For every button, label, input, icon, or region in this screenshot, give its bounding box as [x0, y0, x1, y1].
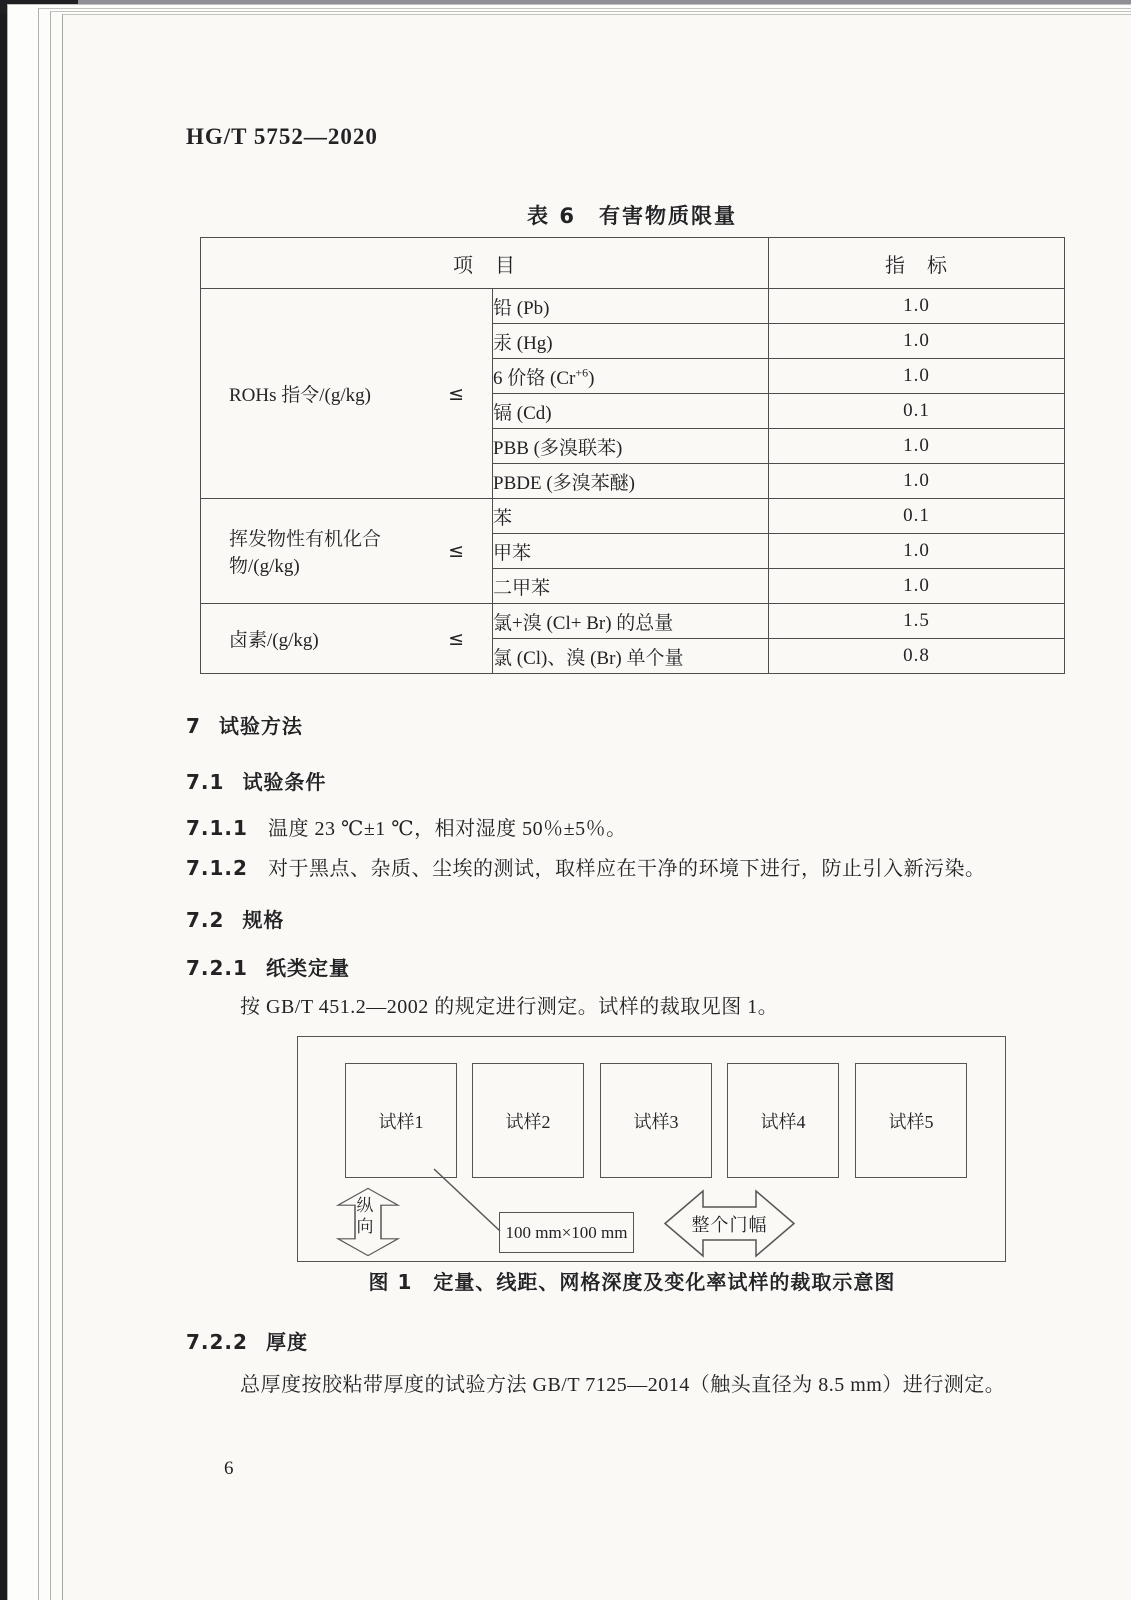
limit-value-cell: 1.5 — [769, 604, 1065, 639]
clause-number: 7.1.1 — [186, 816, 248, 840]
substance-label: 6 价铬 (Cr — [493, 367, 576, 389]
substance-cell — [493, 604, 769, 639]
limit-value-cell: 1.0 — [769, 429, 1065, 464]
heading-7-2-1 — [186, 952, 350, 981]
section-title: 试验方法 — [218, 714, 303, 738]
item-group-cell — [201, 289, 493, 499]
substance-label: 甲苯 — [493, 542, 532, 564]
substance-label: 镉 (Cd) — [493, 402, 552, 424]
substance-label: 汞 (Hg) — [493, 332, 553, 354]
substance-label: 氯 (Cl)、溴 (Br) 单个量 — [493, 647, 684, 669]
limit-value-cell: 1.0 — [769, 534, 1065, 569]
clause-text: 对于黑点、杂质、尘埃的测试，取样应在干净的环境下进行，防止引入新污染。 — [267, 858, 986, 880]
section-number: 7.1 — [186, 770, 225, 794]
item-group-cell — [201, 604, 493, 674]
substance-cell — [493, 534, 769, 569]
table-header-row — [201, 238, 1065, 289]
column-header-index: 指 标 — [769, 238, 1065, 289]
substance-superscript: +6 — [575, 365, 589, 380]
substance-label: PBDE (多溴苯醚) — [493, 472, 635, 494]
less-equal-symbol: ≤ — [448, 540, 464, 562]
clause-number: 7.1.2 — [186, 856, 248, 880]
substance-label: 苯 — [493, 507, 513, 529]
page-number: 6 — [224, 1458, 234, 1479]
clause-text: 温度 23 ℃±1 ℃，相对湿度 50％±5％。 — [267, 818, 627, 840]
section-number: 7.2.1 — [186, 956, 248, 980]
section-number: 7.2 — [186, 908, 225, 932]
substance-cell — [493, 569, 769, 604]
machine-direction-label: 纵向 — [356, 1196, 374, 1237]
substance-label: 铅 (Pb) — [493, 297, 550, 319]
substance-label: 二甲苯 — [493, 577, 551, 599]
substance-cell — [493, 639, 769, 674]
sample-box: 试样2 — [472, 1063, 584, 1178]
heading-7-2 — [186, 904, 284, 933]
paragraph-7-2-2: 总厚度按胶粘带厚度的试验方法 GB/T 7125—2014（触头直径为 8.5 mm）进行测定。 — [240, 1374, 1006, 1396]
section-title: 纸类定量 — [265, 956, 350, 980]
section-number: 7.2.2 — [186, 1330, 248, 1354]
sample-box: 试样3 — [600, 1063, 712, 1178]
section-number: 7 — [186, 714, 201, 738]
limit-value-cell: 0.1 — [769, 394, 1065, 429]
heading-7 — [186, 710, 303, 739]
section-title: 规格 — [242, 908, 285, 932]
limit-value-cell: 1.0 — [769, 464, 1065, 499]
substance-label: 氯+溴 (Cl+ Br) 的总量 — [493, 612, 674, 634]
hazard-limits-table — [200, 237, 1065, 674]
table-row — [201, 289, 1065, 324]
limit-value-cell: 0.8 — [769, 639, 1065, 674]
standard-code: HG/T 5752—2020 — [186, 124, 378, 149]
sample-size-label: 100 mm×100 mm — [499, 1212, 634, 1253]
figure1-diagram — [297, 1036, 1006, 1262]
group-name: ROHs 指令/(g/kg) — [229, 385, 371, 406]
section-title: 厚度 — [265, 1330, 308, 1354]
full-width-label: 整个门幅 — [691, 1214, 768, 1235]
table-row — [201, 499, 1065, 534]
item-group-cell — [201, 499, 493, 604]
limit-value-cell: 1.0 — [769, 359, 1065, 394]
limit-value-cell: 1.0 — [769, 289, 1065, 324]
less-equal-symbol: ≤ — [448, 382, 464, 405]
sample-box: 试样4 — [727, 1063, 839, 1178]
figure1-caption: 图 1 定量、线距、网格深度及变化率试样的裁取示意图 — [368, 1270, 896, 1294]
substance-cell — [493, 499, 769, 534]
substance-cell — [493, 324, 769, 359]
limit-value-cell: 1.0 — [769, 569, 1065, 604]
sample-box: 试样5 — [855, 1063, 967, 1178]
heading-7-1 — [186, 766, 326, 795]
substance-cell — [493, 289, 769, 324]
less-equal-symbol: ≤ — [448, 627, 464, 650]
group-name: 挥发物性有机化合物/(g/kg) — [229, 529, 382, 577]
column-header-item: 项 目 — [201, 238, 769, 289]
clause-7-1-1 — [186, 812, 627, 841]
group-name: 卤素/(g/kg) — [229, 630, 319, 651]
table-row — [201, 604, 1065, 639]
table6-title: 表 6 有害物质限量 — [527, 204, 737, 228]
substance-cell — [493, 464, 769, 499]
limit-value-cell: 0.1 — [769, 499, 1065, 534]
heading-7-2-2 — [186, 1326, 308, 1355]
paragraph-7-2-1: 按 GB/T 451.2—2002 的规定进行测定。试样的裁取见图 1。 — [240, 996, 779, 1018]
clause-7-1-2 — [186, 852, 985, 881]
substance-cell — [493, 359, 769, 394]
substance-label-end: ) — [588, 367, 595, 389]
limit-value-cell: 1.0 — [769, 324, 1065, 359]
sample-box: 试样1 — [345, 1063, 457, 1178]
substance-label: PBB (多溴联苯) — [493, 437, 623, 459]
substance-cell — [493, 394, 769, 429]
section-title: 试验条件 — [242, 770, 327, 794]
substance-cell — [493, 429, 769, 464]
